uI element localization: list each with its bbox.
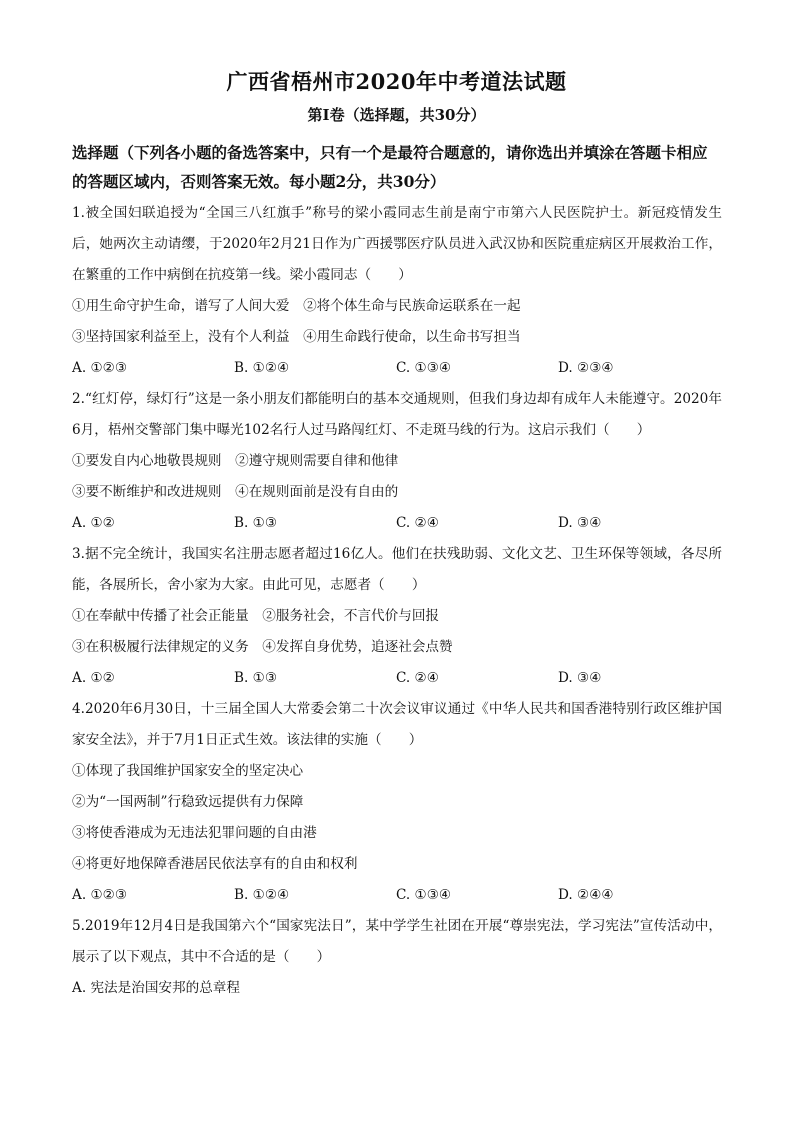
question-stem: 1.被全国妇联追授为“全国三八红旗手”称号的梁小霞同志生前是南宁市第六人民医院护士。新冠疫情发生后，她两次主动请缨，于2020年2月21日作为广西援鄂医疗队员进入武汉协和医院重症病区开展救治工作，在繁重的工作中病倒在抗疫第一线。梁小霞同志（ ） xyxy=(72,205,722,283)
statement-line: ③坚持国家利益至上，没有个人利益 ④用生命践行使命，以生命书写担当 xyxy=(72,329,521,345)
statement-line: ②为“一国两制”行稳致远提供有力保障 xyxy=(72,794,304,810)
options-row xyxy=(72,353,722,384)
statement-line: ③将使香港成为无违法犯罪问题的自由港 xyxy=(72,825,317,841)
options-row xyxy=(72,508,722,539)
statement-line: ①要发自内心地敬畏规则 ②遵守规则需要自律和他律 xyxy=(72,453,399,469)
option-c: C. ①③④ xyxy=(396,360,452,376)
option-b: B. ①③ xyxy=(234,670,278,686)
question-2 xyxy=(72,384,722,539)
option-a: A. 宪法是治国安邦的总章程 xyxy=(72,980,240,996)
option-c: C. ②④ xyxy=(396,670,439,686)
statement-line: ③在积极履行法律规定的义务 ④发挥自身优势，追逐社会点赞 xyxy=(72,639,453,655)
option-d: D. ③④ xyxy=(558,670,602,686)
option-d: D. ②④④ xyxy=(558,887,614,903)
option-d: D. ②③④ xyxy=(558,360,614,376)
question-5 xyxy=(72,911,722,1004)
instructions: 选择题（下列各小题的备选答案中，只有一个是最符合题意的，请你选出并填涂在答题卡相应的答题区域内，否则答案无效。每小题2分，共30分） xyxy=(72,143,708,191)
statement-line: ①体现了我国维护国家安全的坚定决心 xyxy=(72,763,304,779)
section-title: 第Ⅰ卷（选择题，共30分） xyxy=(307,106,486,124)
question-list xyxy=(72,198,722,1004)
option-a: A. ①②③ xyxy=(72,887,128,903)
option-b: B. ①②④ xyxy=(234,360,290,376)
options-row xyxy=(72,663,722,694)
page-title: 广西省梧州市2020年中考道法试题 xyxy=(226,69,567,94)
statement-line: ④将更好地保障香港居民依法享有的自由和权利 xyxy=(72,856,358,872)
question-stem: 5.2019年12月4日是我国第六个“国家宪法日”，某中学学生社团在开展“尊崇宪法，学习宪法”宣传活动中，展示了以下观点，其中不合适的是（ ） xyxy=(72,918,722,965)
question-1 xyxy=(72,198,722,384)
options-row xyxy=(72,880,722,911)
option-a: A. ①②③ xyxy=(72,360,128,376)
question-stem: 3.据不完全统计，我国实名注册志愿者超过16亿人。他们在扶残助弱、文化文艺、卫生环保等领域，各尽所能，各展所长，舍小家为大家。由此可见，志愿者（ ） xyxy=(72,546,722,593)
question-stem: 2.“红灯停，绿灯行”这是一条小朋友们都能明白的基本交通规则，但我们身边却有成年人未能遵守。2020年6月，梧州交警部门集中曝光102名行人过马路闯红灯、不走斑马线的行为。这启示我们（ ） xyxy=(72,391,722,438)
option-c: C. ②④ xyxy=(396,515,439,531)
statement-line: ①在奉献中传播了社会正能量 ②服务社会，不言代价与回报 xyxy=(72,608,440,624)
statement-line: ③要不断维护和改进规则 ④在规则面前是没有自由的 xyxy=(72,484,399,500)
question-4 xyxy=(72,694,722,911)
question-3 xyxy=(72,539,722,694)
statement-line: ①用生命守护生命，谱写了人间大爱 ②将个体生命与民族命运联系在一起 xyxy=(72,298,521,314)
option-a: A. ①② xyxy=(72,515,115,531)
option-d: D. ③④ xyxy=(558,515,602,531)
option-b: B. ①②④ xyxy=(234,887,290,903)
option-b: B. ①③ xyxy=(234,515,278,531)
question-stem: 4.2020年6月30日，十三届全国人大常委会第二十次会议审议通过《中华人民共和国香港特别行政区维护国家安全法》，并于7月1日正式生效。该法律的实施（ ） xyxy=(72,701,722,748)
option-c: C. ①③④ xyxy=(396,887,452,903)
option-a: A. ①② xyxy=(72,670,115,686)
